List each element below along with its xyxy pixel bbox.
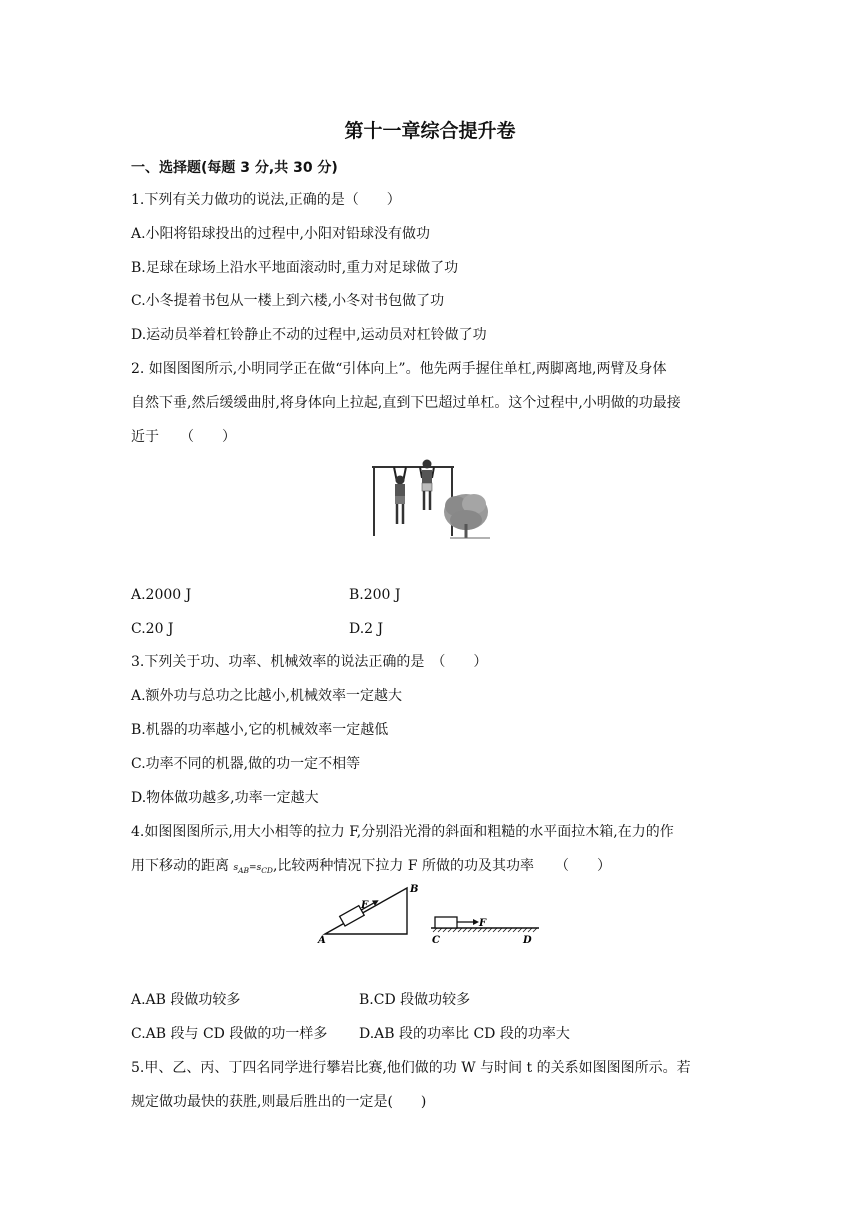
- q1-option-d: D.运动员举着杠铃静止不动的过程中,运动员对杠铃做了功: [131, 327, 487, 343]
- q1-option-b: B.足球在球场上沿水平地面滚动时,重力对足球做了功: [131, 260, 459, 276]
- q4-option-d: D.AB 段的功率比 CD 段的功率大: [359, 1026, 570, 1042]
- incline-figure: [315, 880, 547, 946]
- q3-option-b: B.机器的功率越小,它的机械效率一定越低: [131, 722, 389, 738]
- svg-text:C: C: [432, 935, 440, 946]
- q3-option-d: D.物体做功越多,功率一定越大: [131, 790, 319, 806]
- q2-option-a: A.2000 J: [131, 587, 192, 603]
- q3-option-a: A.额外功与总功之比越小,机械效率一定越大: [131, 688, 403, 704]
- pull-up-figure: [370, 458, 494, 540]
- q3-option-c: C.功率不同的机器,做的功一定不相等: [131, 756, 361, 772]
- q1-option-a: A.小阳将铅球投出的过程中,小阳对铅球没有做功: [131, 226, 431, 242]
- q1-option-c: C.小冬提着书包从一楼上到六楼,小冬对书包做了功: [131, 293, 445, 309]
- q3-stem: 3.下列关于功、功率、机械效率的说法正确的是 （ ）: [131, 654, 488, 670]
- svg-text:B: B: [410, 884, 419, 895]
- q2-line-3: 近于 （ ）: [131, 429, 236, 445]
- q2-line-2: 自然下垂,然后缓缓曲肘,将身体向上拉起,直到下巴超过单杠。这个过程中,小明做的功最接: [131, 395, 681, 411]
- q2-option-c: C.20 J: [131, 621, 174, 637]
- q4-option-b: B.CD 段做功较多: [359, 992, 471, 1008]
- s-cd: $s_{CD}$: [256, 863, 273, 875]
- q2-line-1: 2. 如图图图所示,小明同学正在做“引体向上”。他先两手握住单杠,两脚离地,两臂及身体: [131, 361, 667, 377]
- svg-text:D: D: [523, 935, 532, 946]
- q4-option-a: A.AB 段做功较多: [131, 992, 241, 1008]
- q4-line-1: 4.如图图图所示,用大小相等的拉力 F,分别沿光滑的斜面和粗糙的水平面拉木箱,在力的作: [131, 824, 674, 840]
- svg-text:F: F: [361, 900, 369, 911]
- section-heading: 一、选择题(每题 3 分,共 30 分): [131, 160, 338, 176]
- q2-option-b: B.200 J: [349, 587, 401, 603]
- q5-line-2: 规定做功最快的获胜,则最后胜出的一定是( ): [131, 1094, 427, 1110]
- q2-option-d: D.2 J: [349, 621, 384, 637]
- svg-text:A: A: [318, 935, 326, 946]
- q4-option-c: C.AB 段与 CD 段做的功一样多: [131, 1026, 328, 1042]
- q5-line-1: 5.甲、乙、丙、丁四名同学进行攀岩比赛,他们做的功 W 与时间 t 的关系如图图图所示。若: [131, 1060, 691, 1076]
- q4-line-2: 用下移动的距离 $s_{AB}=s_{CD}$,比较两种情况下拉力 F 所做的功及其功率 （ ）: [131, 858, 612, 875]
- s-ab: $s_{AB}$: [233, 863, 250, 875]
- page-title: 第十一章综合提升卷: [344, 120, 516, 142]
- svg-text:F: F: [479, 918, 487, 929]
- q1-stem: 1.下列有关力做功的说法,正确的是（ ）: [131, 192, 401, 208]
